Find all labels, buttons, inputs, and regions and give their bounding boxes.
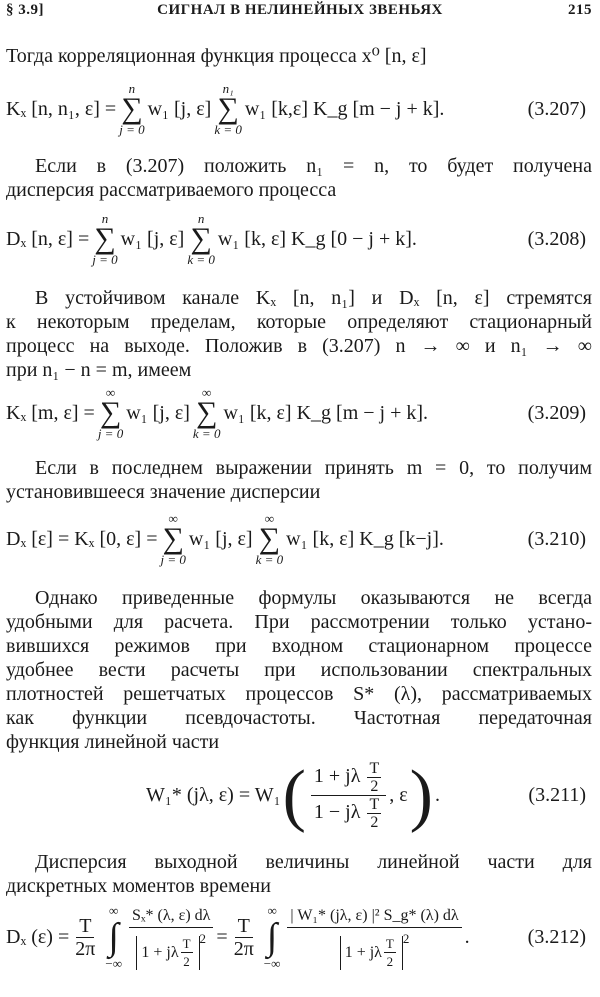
eq-lhs: Dₓ (ε) = [6, 925, 70, 948]
left-paren: ( [282, 756, 306, 834]
paragraph-line: процесс на выходе. Положив в (3.207) n → ∞ и n₁ → ∞ [6, 335, 592, 357]
equation-3-207 [6, 82, 592, 136]
sum-operator: ∞ ∑ k = 0 [255, 511, 284, 567]
equation-3-212: Dₓ (ε) = $\frac{T}{2\pi}$ ∞ ∫ −∞ Sₓ* (λ, ε) dλ 1 + jλ $\frac{T}{2}$ $^2$ = $\frac{T}{2\pi}$ ∞ ∫ −∞ | W₁* (jλ, ε) |² S_g* (λ) dλ 1 + jλ $\frac{T}{2}$ $^2$ . (3.212) [6, 904, 592, 970]
eq-term: w₁ [k, ε] K_g [0 − j + k]. [217, 227, 417, 250]
eq-lhs: Kₓ [m, ε] = [6, 401, 95, 424]
paragraph-line: установившееся значение дисперсии [6, 481, 321, 503]
eq-lhs: Kₓ [n, n₁, ε] = [6, 97, 117, 120]
eq-term: w₁ [k, ε] K_g [k−j]. [286, 527, 444, 550]
eq-term: w₁ [j, ε] [120, 227, 185, 250]
equation-number: (3.207) [527, 97, 586, 120]
fraction: 1 + jλ $\frac{T}{2}$ 1 − jλ $\frac{T}{2}$ [311, 760, 386, 831]
paragraph-line: к некоторым пределам, которые определяют стационарный [6, 311, 592, 333]
paragraph-line: функция линейной части [6, 731, 220, 753]
eq-term: w₁ [k, ε] K_g [m − j + k]. [223, 401, 429, 424]
page-number: 215 [568, 2, 592, 18]
equation-3-208 [6, 212, 592, 266]
paragraph-line: при n₁ − n = m, имеем [6, 359, 192, 381]
paragraph-line: дисперсия рассматриваемого процесса [6, 179, 337, 201]
paragraph-line: Дисперсия выходной величины линейной части для [35, 851, 592, 873]
running-title: СИГНАЛ В НЕЛИНЕЙНЫХ ЗВЕНЬЯХ [157, 2, 443, 18]
integrand-fraction: | W₁* (jλ, ε) |² S_g* (λ) dλ 1 + jλ $\frac{T}{2}$ $^2$ [287, 905, 461, 970]
coefficient-fraction: $\frac{T}{2\pi}$ [75, 914, 96, 960]
paragraph-line: В устойчивом канале Kₓ [n, n₁] и Dₓ [n, ε] стремятся [35, 287, 592, 309]
paragraph-line: дискретных моментов времени [6, 875, 271, 897]
paragraph-line: Если в последнем выражении принять m = 0, то получим [35, 457, 592, 479]
running-header [0, 0, 600, 24]
equation-number: (3.208) [527, 227, 586, 250]
eq-lhs: Dₓ [n, ε] = [6, 227, 90, 250]
equation-number: (3.211) [528, 784, 586, 806]
section-number: § 3.9] [6, 2, 44, 18]
coefficient-fraction: $\frac{T}{2\pi}$ [233, 914, 254, 960]
paragraph-line: удобными для расчета. При рассмотрении только устано- [6, 611, 592, 633]
sum-operator: ∞ ∑ k = 0 [192, 385, 221, 441]
equation-3-209 [6, 386, 592, 440]
paragraph-line: плотностей решетчатых процессов S* (λ), рассматриваемых [6, 683, 592, 705]
paragraph-line: как функции псевдочастоты. Частотная передаточная [6, 707, 592, 729]
eq-term: w₁ [j, ε] [147, 97, 212, 120]
sum-operator: ∞ ∑ j = 0 [97, 385, 124, 441]
equation-3-211: W₁* (jλ, ε) = W₁ ( 1 + jλ $\frac{T}{2}$ 1 − jλ $\frac{T}{2}$ , ε ) . (3.211) [6, 760, 592, 831]
equation-number: (3.209) [527, 401, 586, 424]
eq-term: w₁ [j, ε] [126, 401, 190, 424]
right-paren: ) [409, 756, 433, 834]
paragraph-line: Если в (3.207) положить n₁ = n, то будет получена [35, 155, 592, 177]
integrand-fraction: Sₓ* (λ, ε) dλ 1 + jλ $\frac{T}{2}$ $^2$ [129, 905, 213, 970]
paragraph-line: Тогда корреляционная функция процесса x⁰ [n, ε] [6, 45, 427, 67]
equals-sign: = [216, 925, 228, 948]
sum-operator: n₁ ∑ k = 0 [214, 81, 242, 137]
eq-term: w₁ [j, ε] [188, 527, 253, 550]
paragraph-line: вившихся режимов при входном стационарном процессе [6, 635, 592, 657]
eq-lhs: Dₓ [ε] = Kₓ [0, ε] = [6, 527, 158, 550]
eq-term: w₁ [k,ε] K_g [m − j + k]. [244, 97, 445, 120]
sum-operator: n ∑ k = 0 [187, 211, 215, 267]
sum-operator: ∞ ∑ j = 0 [160, 511, 186, 567]
eq-term: , ε [389, 784, 408, 806]
equation-3-210 [6, 512, 592, 566]
sum-operator: n ∑ j = 0 [92, 211, 118, 267]
integral-operator: ∞ ∫ −∞ [263, 903, 281, 971]
paragraph-line: удобнее вести расчеты при использовании спектральных [6, 659, 592, 681]
equation-number: (3.210) [527, 527, 586, 550]
eq-lhs: W₁* (jλ, ε) = W₁ [146, 784, 281, 806]
paragraph-line: Однако приведенные формулы оказываются не всегда [35, 587, 592, 609]
sum-operator: n ∑ j = 0 [119, 81, 145, 137]
integral-operator: ∞ ∫ −∞ [105, 903, 122, 971]
equation-number: (3.212) [527, 925, 586, 948]
